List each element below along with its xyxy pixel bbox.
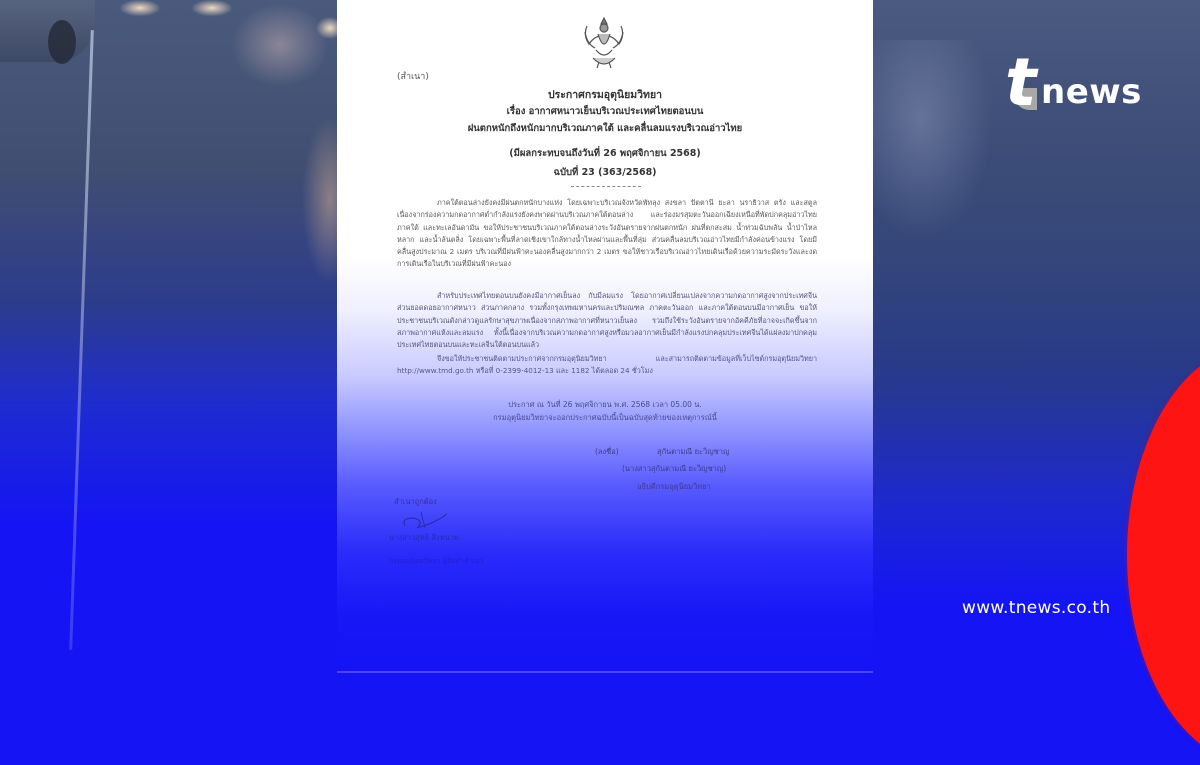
website-url: www.tnews.co.th xyxy=(962,598,1111,618)
announcement-document xyxy=(337,0,873,673)
copy-label: (สำเนา) xyxy=(397,72,429,82)
body-paragraph: ภาคใต้ตอนล่างยังคงมีฝนตกหนักบางแห่ง โดยเฉพาะบริเวณจังหวัดพัทลุง สงขลา ปัตตานี ยะลา นราธิวาส ตรัง และสตูล เนื่องจากร่องความกดอากาศต่ำกำลังแรงยังคงพาดผ่านบริเวณภาคใต้ตอนล่าง และร่องมรสุมตะวันออกเฉียงเหนือที่พัดปกคลุมอ่าวไทย ภาคใต้ และทะเลอันดามัน ขอให้ประชาชนบริเวณภาคใต้ตอนล่างระวังอันตรายจากฝนตกหนัก ฝนที่ตกสะสม น้ำท่วมฉับพลัน น้ำป่าไหลหลาก และน้ำล้นตลิ่ง โดยเฉพาะพื้นที่ลาดเชิงเขาใกล้ทางน้ำไหลผ่านและพื้นที่ลุ่ม ส่วนคลื่นลมบริเวณอ่าวไทยมีกำลังค่อนข้างแรง โดยมีคลื่นสูงประมาณ 2 เมตร บริเวณที่มีฝนฟ้าคะนองคลื่นสูงมากกว่า 2 เมตร ขอให้ชาวเรือบริเวณอ่าวไทยเดินเรือด้วยความระมัดระวังและงดการเดินเรือในบริเวณที่มีฝนฟ้าคะนอง xyxy=(397,198,817,269)
background-rain-left xyxy=(0,0,340,675)
signature-label: (ลงชื่อ) xyxy=(595,447,619,456)
signatory-name: สุกันตามณี ยะวิญชาญ xyxy=(657,447,730,456)
handwritten-signature-icon xyxy=(399,508,459,533)
subject-line-1: เรื่อง อากาศหนาวเย็นบริเวณประเทศไทยตอนบน xyxy=(506,106,704,117)
issued-date: ประกาศ ณ วันที่ 26 พฤศจิกายน พ.ศ. 2568 เวลา 05.00 น. xyxy=(508,400,702,409)
signatory-full-name: (นางสาวสุกันตามณี ยะวิญชาญ) xyxy=(622,464,727,473)
subject-line-2: ฝนตกหนักถึงหนักมากบริเวณภาคใต้ และคลื่นลมแรงบริเวณอ่าวไทย xyxy=(467,123,743,134)
garuda-emblem-icon xyxy=(581,14,627,70)
issue-number: ฉบับที่ 23 (363/2568) xyxy=(553,167,657,178)
rain-streak xyxy=(69,30,94,650)
document-title: ประกาศกรมอุตุนิยมวิทยา xyxy=(547,89,663,101)
logo-word: news xyxy=(1041,72,1142,112)
body-paragraph: จึงขอให้ประชาชนติดตามประกาศจากกรมอุตุนิยมวิทยา และสามารถติดตามข้อมูลที่เว็บไซต์กรมอุตุนิยมวิทยา http://www.tmd.go.th หรือที่ 0-2399-4012-13 และ 1182 ได้ตลอด 24 ชั่วโมง xyxy=(397,354,817,376)
certified-copy-label: สำเนาถูกต้อง xyxy=(394,497,437,506)
water-reflection xyxy=(873,40,993,240)
car-silhouette xyxy=(0,0,95,62)
final-notice: กรมอุตุนิยมวิทยาจะออกประกาศฉบับนี้เป็นฉบับสุดท้ายของเหตุการณ์นี้ xyxy=(493,413,717,422)
body-paragraph: สำหรับประเทศไทยตอนบนยังคงมีอากาศเย็นลง กับมีลมแรง โดยอากาศเปลี่ยนแปลงจากความกดอากาศสูงจากประเทศจีน ส่วนยอดดอยอากาศหนาว ส่วนภาคกลาง รวมทั้งกรุงเทพมหานครและปริมณฑล ภาคตะวันออก และภาคใต้ตอนบนมีอากาศเย็น ขอให้ประชาชนบริเวณดังกล่าวดูแลรักษาสุขภาพเนื่องจากสภาพอากาศที่หนาวเย็นลง รวมถึงใช้ระวังอันตรายจากอัคคีภัยที่อาจจะเกิดขึ้นจากสภาพอากาศแห้งและลมแรง ทั้งนี้เนื่องจากบริเวณความกดอากาศสูงหรือมวลอากาศเย็นมีกำลังแรงปกคลุมประเทศจีนได้แผ่ลงมาปกคลุมประเทศไทยตอนบนและทะเลจีนใต้ตอนบนแล้ว xyxy=(397,291,817,350)
logo-letter: t xyxy=(1005,44,1037,121)
car-wheel xyxy=(48,20,76,64)
signatory-position: อธิบดีกรมอุตุนิยมวิทยา xyxy=(637,482,711,491)
certified-copy-note: กรมอุตุนิยมวิทยา ผู้จัดทำสำเนา xyxy=(389,557,484,565)
certified-copy-name: นางสาวสุทธิ สิงหนาท xyxy=(389,533,459,542)
tnews-logo xyxy=(1005,44,1145,121)
effective-date: (มีผลกระทบจนถึงวันที่ 26 พฤศจิกายน 2568) xyxy=(509,148,701,159)
separator-line xyxy=(571,186,641,187)
document-bottom-edge xyxy=(337,671,873,673)
